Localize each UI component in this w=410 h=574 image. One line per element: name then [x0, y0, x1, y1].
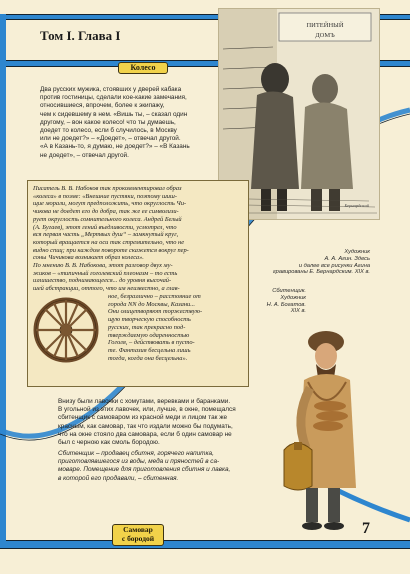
caption-line: Сбитенщик.: [272, 288, 306, 294]
bottom-line: красным, как самовар, так что издали можно бы подумать,: [58, 422, 233, 430]
sidebar-line: видно спиц; при каждом повороте скажется вокруг пер-: [33, 246, 189, 254]
sidebar-line: «колеса» в поэме: «Внешние пустяки, поэтому шиш-: [33, 192, 177, 200]
sidebar-line: те. Фантазия бесцельна лишь: [108, 346, 191, 354]
sidebar-line: города NN до Москвы, Казани...: [108, 300, 196, 308]
sign-line-1: ПИТЕЙНЫЙ: [306, 22, 344, 29]
sidebar-line: жиков – «типичный гоголевский плеоназм – то есть: [33, 269, 178, 277]
bottom-note: [58, 450, 276, 483]
sign-line-2: ДОМЪ: [315, 32, 335, 39]
sidebar-line: щие морали, могут предположить, что округлость Чи-: [33, 200, 187, 208]
bottom-line: был с черною как смоль бородою.: [58, 439, 160, 447]
page-number: 7: [362, 520, 370, 537]
sidebar-line: вся первая часть „Мертвых душ“ – замкнутый круг,: [33, 231, 179, 239]
note-line: приготовлявшегося из воды, меда и пряностей в са-: [58, 458, 220, 466]
opening-paragraph: [40, 86, 215, 160]
sidebar-line: тогда, когда она бесцельна».: [108, 354, 188, 362]
sidebar-line: шей абстракции, оттого, что им неизвестно, а глав-: [33, 285, 180, 293]
samovar-tag-line2: с бородой: [121, 534, 155, 543]
bottom-line: сбитенщик с самоваром из красной меди и лицом так же: [58, 414, 228, 422]
sidebar-text-wrapped: [108, 293, 244, 362]
section-tag-wheel: Колесо: [118, 62, 168, 74]
sidebar-line: русских, так прекрасно под-: [108, 323, 186, 331]
opening-line: относившиеся, впрочем, более к экипажу,: [40, 102, 165, 110]
note-line: в которой его продавали, – сбитенная.: [58, 474, 179, 482]
samovar-tag-line1: Самовар: [123, 525, 153, 534]
bottom-line: что на окне стояло два самовара, если б один самовар не: [58, 430, 232, 438]
sidebar-line: Писатель В. В. Набоков так прокомментировал образ: [33, 185, 182, 192]
note-line: моваре. Помещение для приготовления сбитня и лавка,: [58, 466, 231, 474]
wagon-wheel-illustration: [30, 286, 102, 376]
opening-line: «А в Казань-то, я думаю, не доедет?» – «В Казань: [40, 143, 190, 151]
caption-line: гравированы Е. Бернардским. XIX в.: [272, 269, 370, 276]
sidebar-text: [33, 185, 241, 293]
caption-engraving: [240, 249, 370, 276]
caption-line: Художник: [280, 294, 306, 301]
engraver-signature: Бернардский: [344, 203, 369, 208]
sidebar-line: По мнению В. В. Набокова, этот разговор двух му-: [33, 262, 173, 270]
caption-line: и далее все рисунки Агина: [298, 262, 370, 269]
note-line: Сбитенщик – продавец сбитня, горячего напитка,: [58, 450, 214, 457]
sidebar-line: излишество, поднимающееся... до уровня высочай-: [33, 277, 172, 285]
sidebar-line: Гоголя, – действовать в пусто-: [108, 339, 195, 347]
opening-line: или не доедет?» – «Доедет», – отвечал другой.: [40, 135, 181, 143]
sidebar-line: Они олицетворяют торжествую-: [108, 308, 203, 316]
sidebar-line: (А. Бугаев), этот гений въедливости, усмотрел, что: [33, 223, 177, 231]
sidebar-line: тверждаемую одаренностью: [108, 331, 190, 339]
bottom-line: В угольной из этих лавочек, или, лучше, в окне, помещался: [58, 406, 236, 414]
sidebar-line: рует округлость сомнительного колеса. Андрей Белый: [33, 215, 182, 223]
opening-line: против гостиницы, сделали кое-какие замечания,: [40, 94, 187, 102]
section-tag-samovar: [112, 524, 164, 546]
sidebar-line: щую творческую способность: [108, 316, 191, 324]
page-title: Том I. Глава I: [40, 28, 121, 43]
sidebar-line: чикова не доедет его до добра, так же ее символизи-: [33, 208, 179, 216]
caption-line: XIX в.: [290, 308, 306, 315]
sidebar-line: ное, безразлично – расстояние от: [108, 293, 201, 300]
bottom-line: Внизу были лавочки с хомутами, веревками и баранками.: [58, 398, 231, 405]
caption-line: Художник: [344, 249, 370, 255]
caption-line: А. А. Агин. Здесь: [324, 255, 370, 262]
caption-sbitenshchik: [246, 288, 306, 315]
opening-line: другому, – вон какое колесо! что ты думаешь,: [40, 118, 176, 126]
bottom-paragraph: [58, 398, 276, 447]
opening-line: чем к сидевшему в нем. «Вишь ты, – сказал один: [40, 110, 188, 118]
sidebar-line: соны Чичикова возникает образ колеса».: [33, 254, 144, 262]
opening-line: Два русских мужика, стоявших у дверей кабака: [40, 86, 182, 93]
opening-line: не доедет», – отвечал другой.: [40, 151, 129, 159]
sidebar-line: который вращается на оси так стремительно, что не: [33, 238, 185, 246]
opening-line: доедет то колесо, если б случилось, в Москву: [40, 127, 177, 135]
sbitenshchik-figure: [268, 318, 376, 538]
caption-line: Н. А. Богатов.: [266, 301, 306, 308]
